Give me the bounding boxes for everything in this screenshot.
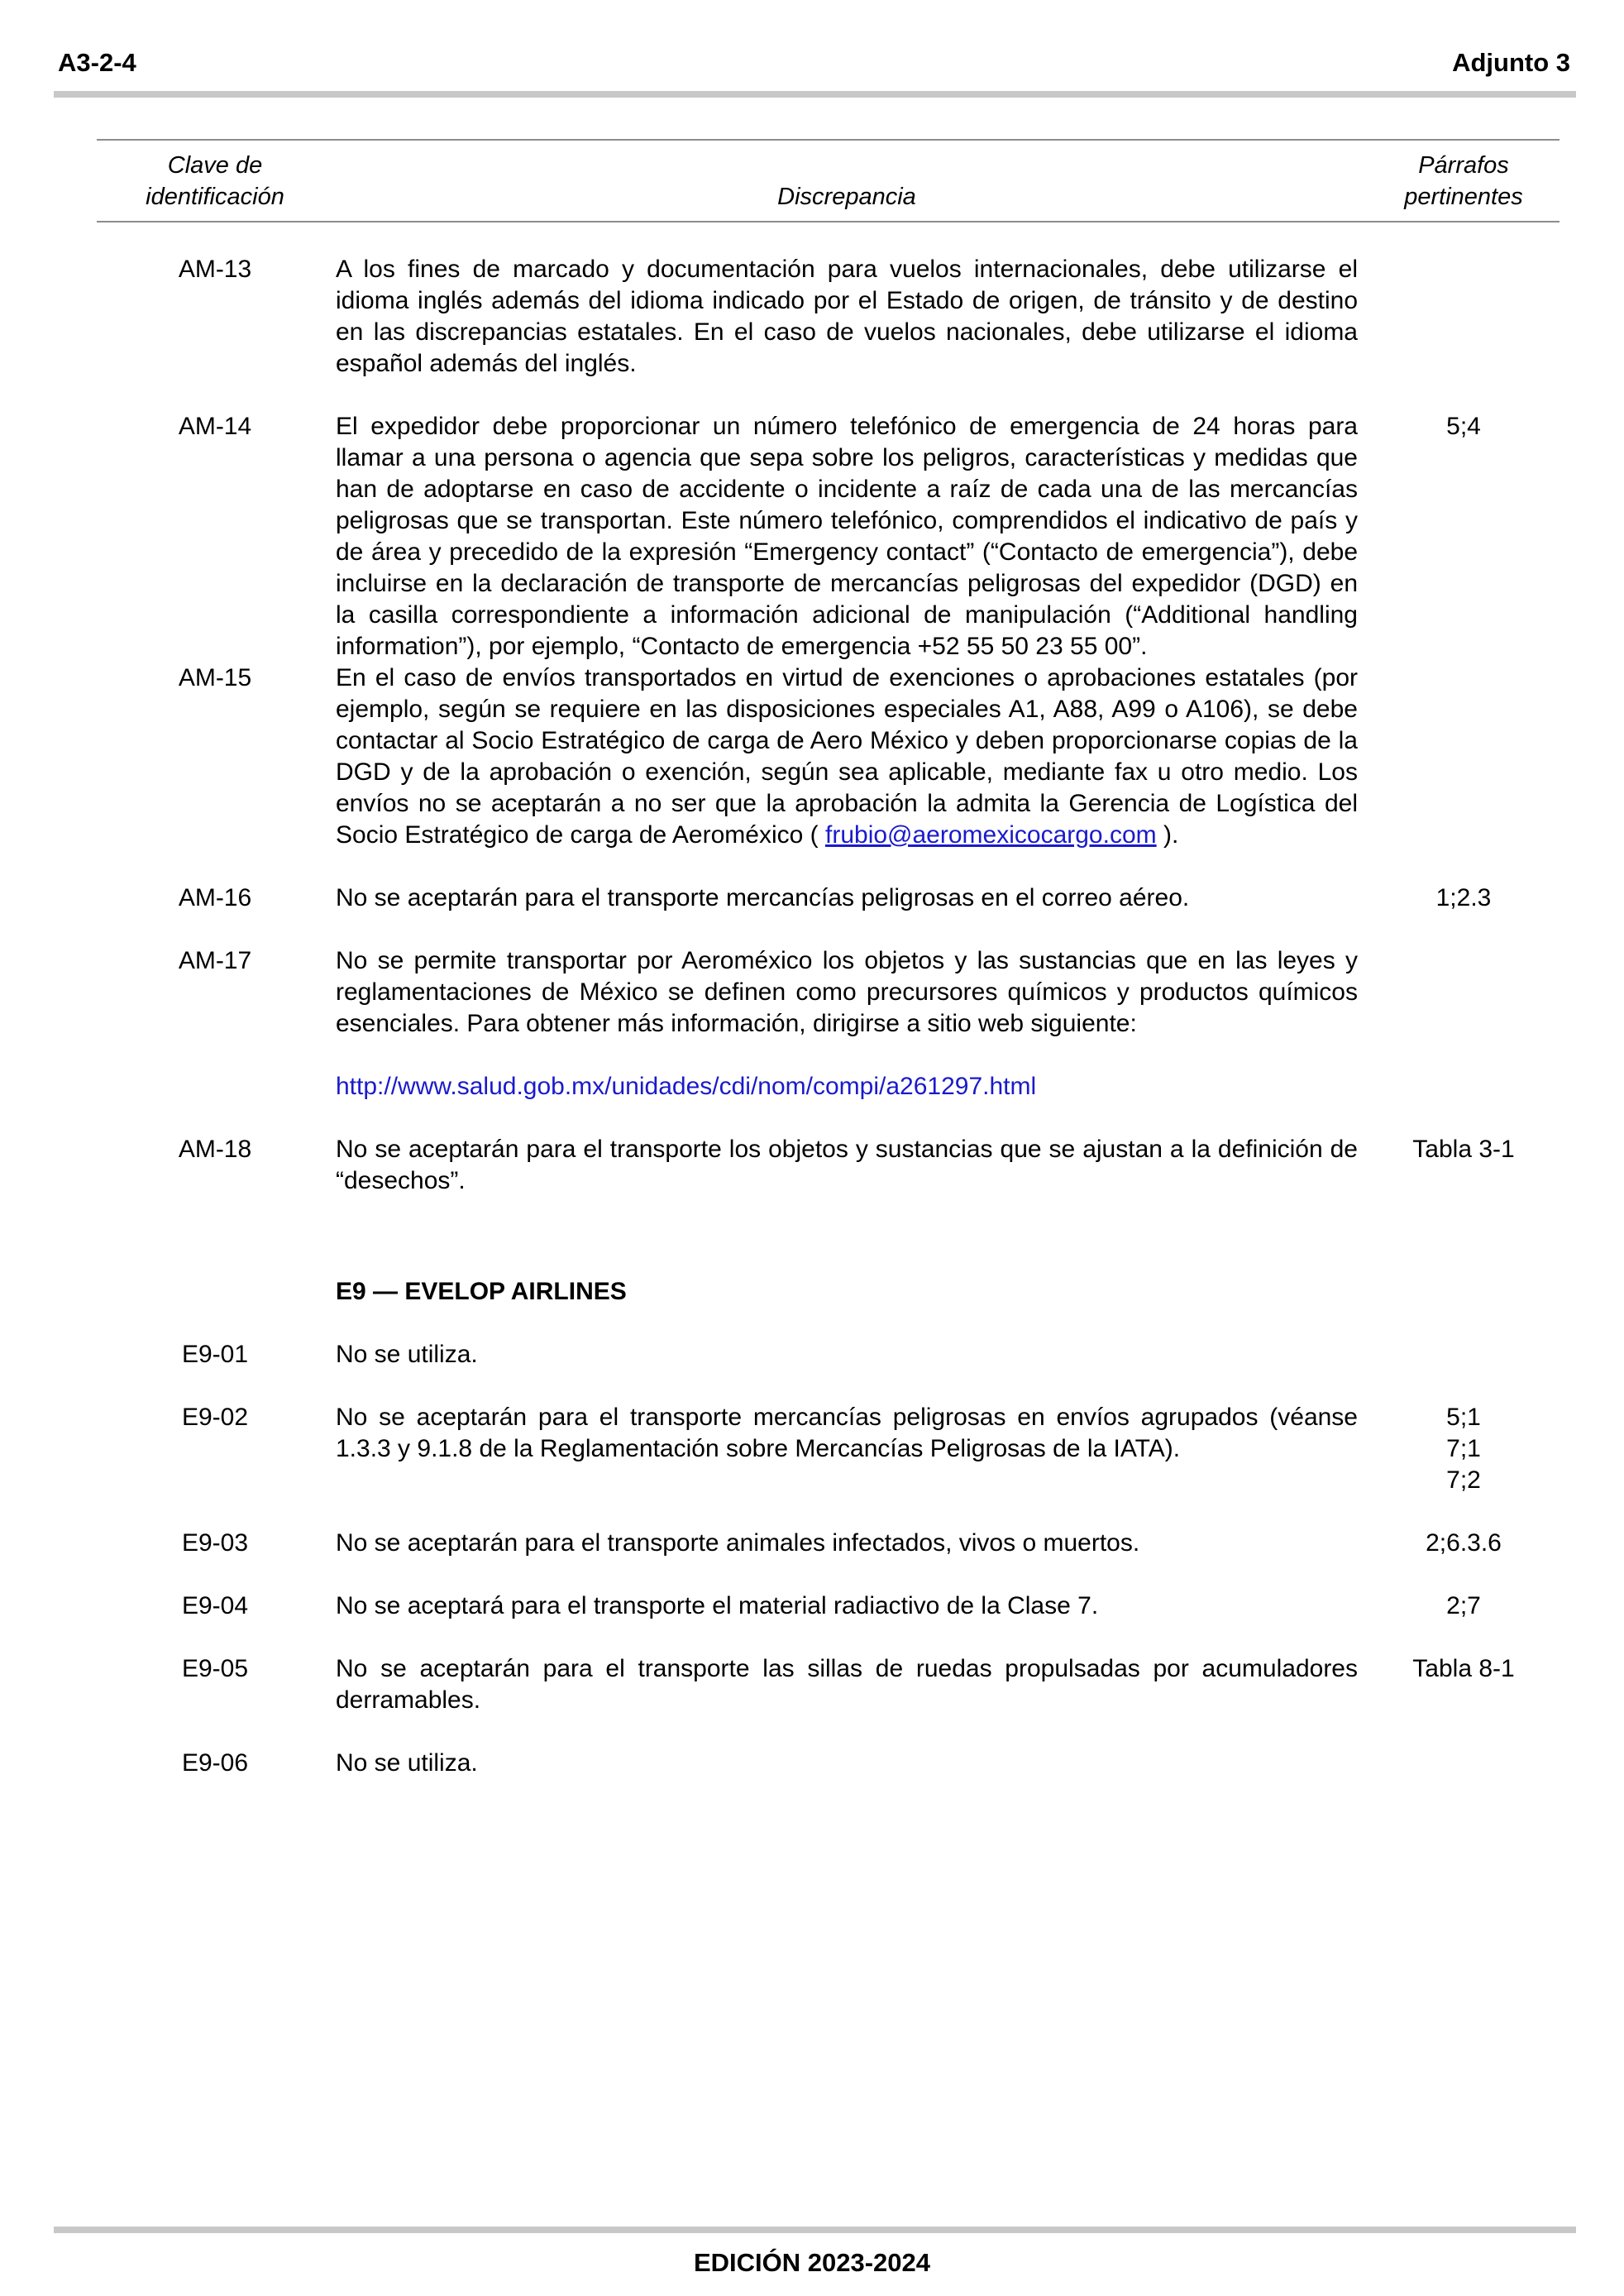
row-paragraphs [1368,1339,1559,1370]
header-rule [54,91,1576,98]
row-paragraphs [1368,945,1559,1103]
column-header-key-line1: Clave de [167,152,263,179]
row-text: No se aceptarán para el transporte las sillas de ruedas propulsadas por acumuladores derramables. [336,1655,1358,1714]
row-text: No se utiliza. [336,1749,478,1777]
table-row [0,662,1624,851]
table-row [0,254,1624,380]
table-header-bottom-rule [97,221,1560,222]
row-paragraphs: 2;7 [1446,1592,1481,1619]
row-paragraphs [1368,254,1559,380]
row-key: AM-14 [178,413,252,440]
table-row [0,1748,1624,1779]
row-key: E9-06 [181,1749,249,1777]
row-key: AM-16 [178,884,252,911]
attachment-label: Adjunto 3 [1452,48,1570,77]
spacer [336,1040,1358,1071]
row-text-body: En el caso de envíos transportados en virtud de exenciones o aprobaciones estatales (por ejemplo, según se requiere en las disposiciones especiales A1, A88, A99 o A106), se debe contactar al Socio Estratégico de carga de Aero México y deben proporcionarse copias de la DGD y de la aprobación o exención, según sea aplicable, mediante fax u otro medio. Los envíos no se aceptarán a no ser que la aprobación la admita la Gerencia de Logística del Socio Estratégico de carga de Aeroméxico [336,664,1358,849]
paragraph-ref: 7;2 [1446,1466,1481,1494]
row-text: No se utiliza. [336,1341,478,1368]
row-text: A los fines de marcado y documentación para vuelos internacionales, debe utilizarse el idioma inglés además del idioma indicado por el Estado de origen, de tránsito y de destino en las discrepancias estatales. En el caso de vuelos nacionales, debe utilizarse el idioma español además del inglés. [336,256,1358,377]
row-text: No se aceptarán para el transporte animales infectados, vivos o muertos. [336,1529,1140,1557]
paren-open: ( [810,821,819,849]
column-header-paragraphs [1368,150,1559,213]
row-text: No se aceptará para el transporte el material radiactivo de la Clase 7. [336,1592,1099,1619]
table-row [0,1339,1624,1370]
url-link[interactable]: http://www.salud.gob.mx/unidades/cdi/nom/compi/a261297.html [336,1073,1037,1100]
row-key: E9-01 [181,1341,249,1368]
row-paragraphs: 5;4 [1446,413,1481,440]
row-key: E9-04 [181,1592,249,1619]
row-paragraphs: 2;6.3.6 [1426,1529,1502,1557]
row-key [107,1276,322,1308]
footer-rule [54,2227,1576,2233]
edition-footer: EDICIÓN 2023-2024 [693,2248,931,2277]
discrepancy-table [0,254,1624,1810]
table-row [0,1402,1624,1496]
email-link[interactable]: frubio@aeromexicocargo.com [825,821,1157,849]
table-row [0,883,1624,914]
row-text: No se aceptarán para el transporte mercancías peligrosas en el correo aéreo. [336,884,1190,911]
row-paragraphs [1368,1748,1559,1779]
table-row [0,1653,1624,1716]
row-key: E9-02 [181,1404,249,1431]
column-header-key-line2: identificación [146,184,284,210]
section-heading-row [0,1276,1624,1308]
paren-close: ). [1163,821,1179,849]
column-header-paragraphs-line1: Párrafos [1418,152,1509,179]
page-number: A3-2-4 [58,48,136,77]
row-paragraphs: 1;2.3 [1435,884,1492,911]
table-row [0,1590,1624,1622]
row-key: AM-13 [178,256,252,283]
section-title: E9 — EVELOP AIRLINES [336,1278,627,1305]
column-header-key [116,150,314,213]
row-key: AM-18 [178,1136,252,1163]
paragraph-ref: 7;1 [1446,1435,1481,1462]
row-paragraphs [1368,662,1559,851]
row-paragraphs: Tabla 3-1 [1412,1136,1515,1163]
table-row [0,411,1624,662]
row-text: No se aceptarán para el transporte mercancías peligrosas en envíos agrupados (véanse 1.3.3 y 9.1.8 de la Reglamentación sobre Mercancías Peligrosas de la IATA). [336,1404,1358,1462]
row-key: AM-15 [178,664,252,691]
row-key: AM-17 [178,947,252,974]
row-text [336,945,1358,1103]
column-header-discrepancy: Discrepancia [777,184,916,210]
table-header-top-rule [97,139,1560,141]
row-key: E9-03 [181,1529,249,1557]
row-text-body: No se permite transportar por Aeroméxico los objetos y las sustancias que en las leyes y reglamentaciones de México se definen como precursores químicos y productos químicos esenciales. Para obtener más información, dirigirse a sitio web siguiente: [336,947,1358,1037]
table-row [0,945,1624,1103]
table-row [0,1134,1624,1197]
section-spacer [0,1228,1624,1276]
row-paragraphs [1368,1276,1559,1308]
row-text: No se aceptarán para el transporte los objetos y sustancias que se ajustan a la definición de “desechos”. [336,1136,1358,1194]
row-key: E9-05 [181,1655,249,1682]
row-text [336,662,1358,851]
paragraph-ref: 5;1 [1446,1404,1481,1431]
table-row [0,1528,1624,1559]
column-header-paragraphs-line2: pertinentes [1404,184,1523,210]
row-paragraphs [1368,1402,1559,1496]
row-text: El expedidor debe proporcionar un número telefónico de emergencia de 24 horas para llamar a una persona o agencia que sepa sobre los peligros, características y medidas que han de adoptarse en caso de accidente o incidente a raíz de cada una de las mercancías peligrosas que se transportan. Este número telefónico, comprendidos el indicativo de país y de área y precedido de la expresión “Emergency contact” (“Contacto de emergencia”), debe incluirse en la declaración de transporte de mercancías peligrosas del expedidor (DGD) en la casilla correspondiente a información adicional de manipulación (“Additional handling information”), por ejemplo, “Contacto de emergencia +52 55 50 23 55 00”. [336,413,1358,660]
row-paragraphs: Tabla 8-1 [1412,1655,1515,1682]
